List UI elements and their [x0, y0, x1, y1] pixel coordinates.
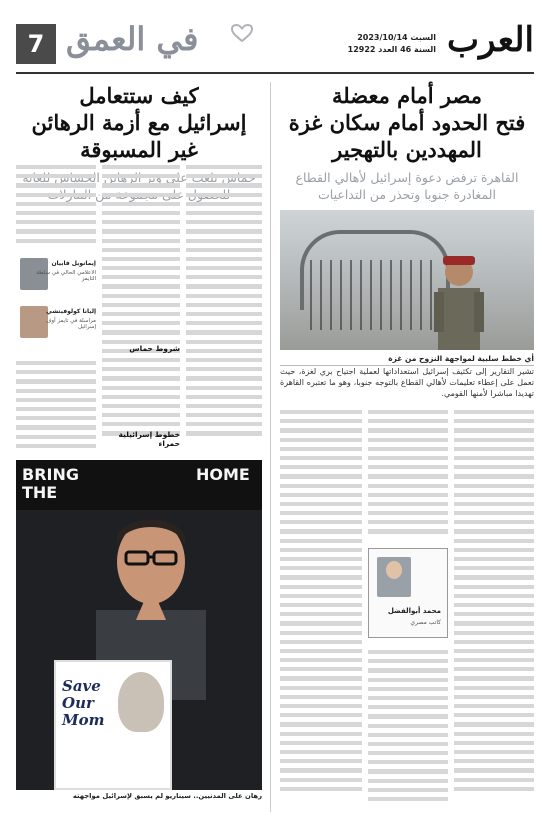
story-right-column-2b — [368, 645, 448, 810]
story-left-title-line-2: إسرائيل مع أزمة الرهائن — [31, 110, 247, 135]
story-right-title-line-1: مصر أمام معضلة — [332, 83, 482, 108]
poster-text-line-1: Save — [62, 677, 101, 695]
story-right-column-3 — [280, 405, 362, 810]
poster-text-line-3: Mom — [62, 711, 105, 729]
story-left-author2-role: مراسلة في تايمز أوف إسرائيل — [45, 318, 96, 330]
section-title: في العمق — [66, 20, 199, 58]
story-left-column-2 — [102, 160, 180, 455]
story-right-column-1 — [454, 405, 534, 810]
story-right-title-line-3: المهددين بالتهجير — [332, 137, 482, 162]
heart-icon — [231, 24, 253, 42]
masthead-rule — [16, 72, 534, 74]
story-left-subhead-2: خطوط إسرائيلية حمراء — [118, 430, 180, 448]
story-right-lede: تشير التقارير إلى تكثيف إسرائيل استعداداتها لعملية اجتياح بري لغزة، حيث تعمل على إعطاء تعليمات لأهالي القطاع بالتوجه جنوبا، وهو ما تعتبره القاهرة تهديدا مباشرا لأمنها القومي. — [280, 367, 534, 398]
story-left-authors — [16, 252, 96, 352]
story-right-column-2 — [368, 405, 448, 545]
issue-date: السبت 2023/10/14 — [357, 33, 436, 42]
page-number-badge: 7 — [16, 24, 56, 64]
soldier-photo-caption: أي خطط سلبية لمواجهة النزوح من غزة — [280, 352, 534, 366]
story-right-title-line-2: فتح الحدود أمام سكان غزة — [288, 110, 526, 135]
story-left-author2-name: إليانا كولوفيتشي — [46, 308, 96, 315]
poster-portrait — [118, 672, 164, 732]
story-left-column-1 — [186, 160, 262, 455]
banner-text-1: BRING — [22, 465, 79, 484]
story-left-column-3b — [16, 356, 96, 456]
issue-number: السنة 46 العدد 12922 — [347, 45, 436, 54]
banner-text-3: HOME — [196, 465, 250, 484]
story-left-title-line-3: غير المسبوقة — [80, 137, 198, 162]
story-right-title — [280, 82, 534, 163]
story-right-author-name: محمد أبوالفضل — [387, 607, 441, 615]
story-left-title — [16, 82, 262, 163]
story-right-headline — [280, 82, 534, 203]
column-divider — [270, 82, 271, 812]
protester-photo — [16, 460, 262, 790]
avatar — [377, 557, 411, 597]
story-right-subtitle: القاهرة ترفض دعوة إسرائيل لأهالي القطاع المغادرة جنوبا وتحذر من التداعيات — [295, 170, 519, 202]
soldier-figure — [424, 248, 494, 350]
story-left-author1-role: الاعلامي الحالي في سلطة التايمز — [36, 270, 96, 282]
newspaper-logo: العرب — [447, 20, 534, 60]
gate-bars — [310, 260, 440, 330]
story-right-author-role: كاتب مصري — [410, 619, 441, 626]
save-our-mom-poster — [54, 660, 172, 790]
issue-meta — [348, 32, 436, 56]
protester-photo-caption: رهان على المدنيين.. سيناريو لم يسبق لإسرائيل مواجهته — [72, 792, 262, 800]
story-left-column-3 — [16, 160, 96, 250]
story-left-title-line-1: كيف ستتعامل — [79, 83, 199, 108]
banner-text-2: THE — [22, 483, 58, 502]
story-left-subhead-1: شروط حماس — [129, 344, 180, 353]
soldier-photo — [280, 210, 534, 350]
story-right-author-box — [368, 548, 448, 638]
poster-text-line-2: Our — [62, 694, 94, 712]
story-left-author1-name: إيمانويل فابيان — [51, 260, 96, 267]
masthead — [16, 18, 534, 72]
poster-text — [62, 678, 104, 729]
